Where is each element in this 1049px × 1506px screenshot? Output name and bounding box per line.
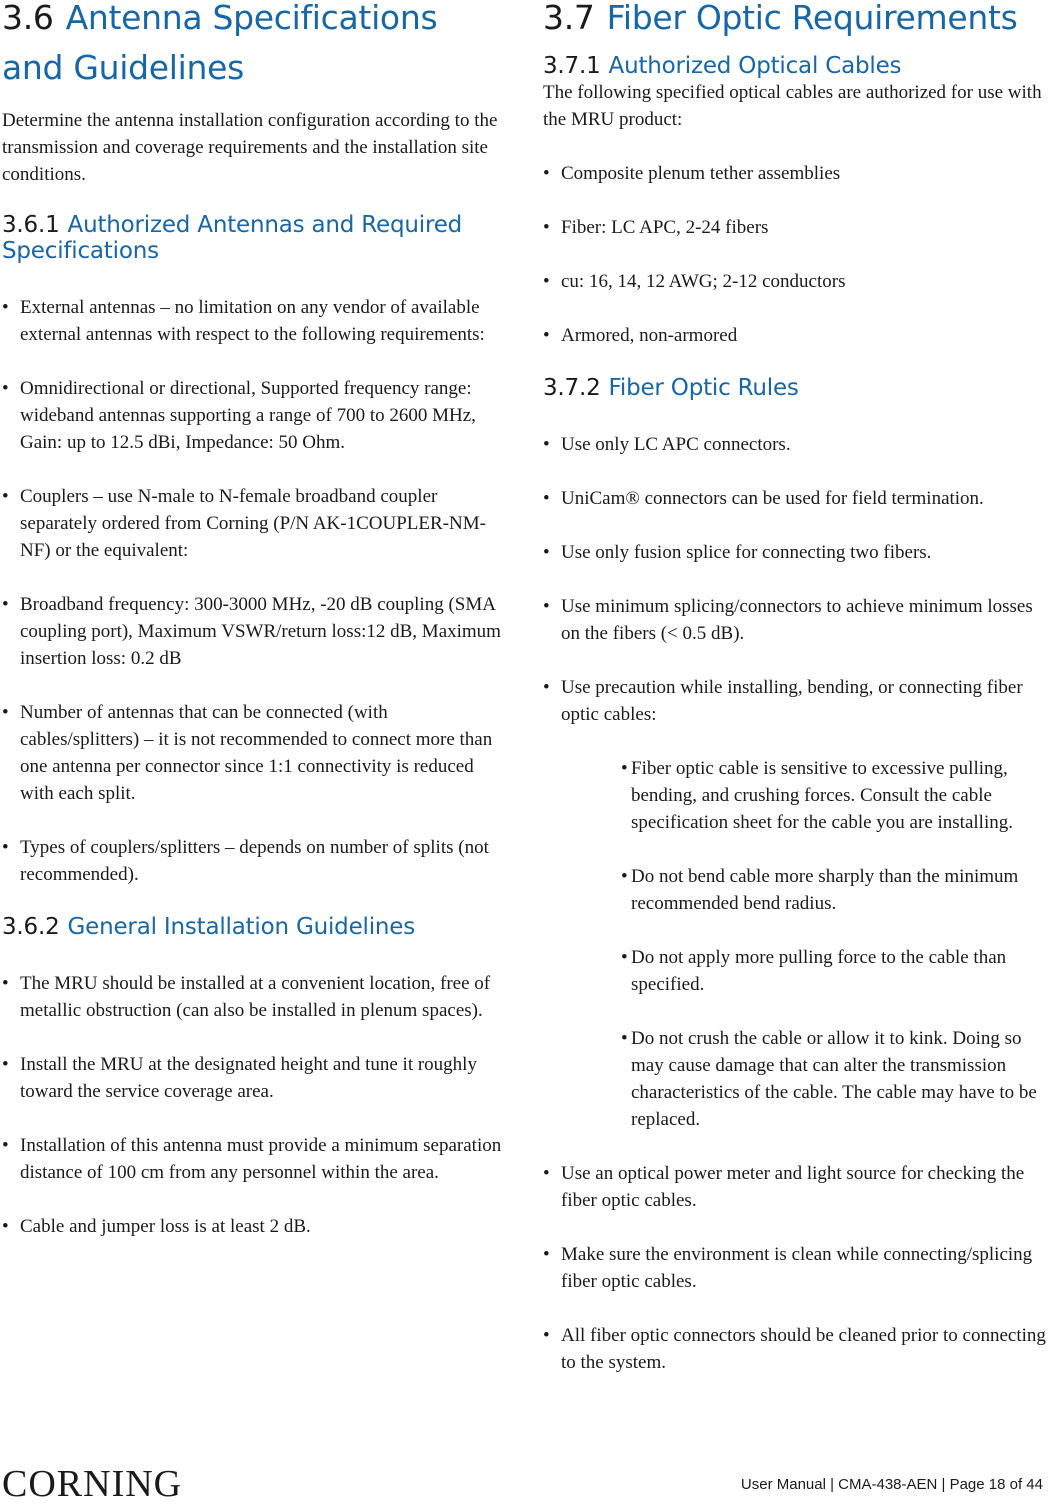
section-title: Authorized Antennas and Required Specifications — [2, 212, 463, 264]
section-number: 3.7.2 — [543, 375, 601, 401]
list-item: • Omnidirectional or directional, Supported frequency range: wideband antennas supporting a range of 700 to 2600 MHz, Gain: up to 12.5 dBi, Impedance: 50 Ohm. — [2, 375, 507, 456]
heading-3-7 — [543, 0, 1049, 43]
sub-list-item: • Do not bend cable more sharply than the minimum recommended bend radius. — [613, 863, 1049, 917]
fiber-rules-list — [543, 431, 1049, 728]
installation-guidelines-list — [2, 970, 507, 1240]
list-item: • Use only LC APC connectors. — [543, 431, 1049, 458]
list-item: • Armored, non-armored — [543, 322, 1049, 349]
section-intro: The following specified optical cables are authorized for use with the MRU product: — [543, 82, 1042, 130]
list-item: • Number of antennas that can be connected (with cables/splitters) – it is not recommended to connect more than one antenna per connector since 1:1 connectivity is reduced with each split. — [2, 699, 507, 807]
antenna-requirements-list — [2, 294, 507, 888]
list-item: • cu: 16, 14, 12 AWG; 2-12 conductors — [543, 268, 1049, 295]
list-item: • All fiber optic connectors should be cleaned prior to connecting to the system. — [543, 1322, 1049, 1376]
list-item: • Use minimum splicing/connectors to achieve minimum losses on the fibers (< 0.5 dB). — [543, 593, 1049, 647]
heading-3-7-1 — [543, 53, 1049, 79]
list-item: • Use an optical power meter and light source for checking the fiber optic cables. — [543, 1160, 1049, 1214]
section-title: Antenna Specifications and Guidelines — [2, 0, 438, 87]
list-item: • Types of couplers/splitters – depends on number of splits (not recommended). — [2, 834, 507, 888]
heading-3-6-2 — [2, 914, 507, 940]
list-item: • External antennas – no limitation on any vendor of available external antennas with respect to the following requirements: — [2, 294, 507, 348]
section-number: 3.7 — [543, 0, 595, 37]
list-item: • The MRU should be installed at a convenient location, free of metallic obstruction (can also be installed in plenum spaces). — [2, 970, 507, 1024]
list-item: • Fiber: LC APC, 2-24 fibers — [543, 214, 1049, 241]
sub-list-item: • Do not apply more pulling force to the cable than specified. — [613, 944, 1049, 998]
section-number: 3.6.2 — [2, 914, 60, 940]
section-number: 3.6 — [2, 0, 54, 37]
section-title: Authorized Optical Cables — [608, 53, 902, 79]
page-footer: User Manual | CMA-438-AEN | Page 18 of 44 — [740, 1476, 1043, 1493]
list-item: • Use precaution while installing, bending, or connecting fiber optic cables: — [543, 674, 1049, 728]
sub-list-item: • Do not crush the cable or allow it to kink. Doing so may cause damage that can alter the transmission characteristics of the cable. The cable may have to be replaced. — [613, 1025, 1049, 1133]
list-item: • Use only fusion splice for connecting two fibers. — [543, 539, 1049, 566]
heading-3-6-1 — [2, 212, 507, 264]
left-column — [2, 0, 507, 1267]
list-item: • Installation of this antenna must provide a minimum separation distance of 100 cm from any personnel within the area. — [2, 1132, 507, 1186]
list-item: • Cable and jumper loss is at least 2 dB. — [2, 1213, 507, 1240]
list-item: • Couplers – use N-male to N-female broadband coupler separately ordered from Corning (P/N AK-1COUPLER-NM-NF) or the equivalent: — [2, 483, 507, 564]
list-item: • Make sure the environment is clean while connecting/splicing fiber optic cables. — [543, 1241, 1049, 1295]
section-number: 3.7.1 — [543, 53, 601, 79]
list-item: • Composite plenum tether assemblies — [543, 160, 1049, 187]
fiber-rules-list-continued — [543, 1160, 1049, 1376]
section-title: General Installation Guidelines — [67, 914, 416, 940]
corning-logo: CORNING — [2, 1463, 183, 1505]
precautions-sublist — [543, 755, 1049, 1133]
section-title: Fiber Optic Rules — [608, 375, 799, 401]
optical-cables-list — [543, 160, 1049, 349]
heading-3-7-2 — [543, 375, 1049, 401]
section-title: Fiber Optic Requirements — [606, 0, 1018, 37]
sub-list-item: • Fiber optic cable is sensitive to excessive pulling, bending, and crushing forces. Consult the cable specification sheet for the cable you are installing. — [613, 755, 1049, 836]
list-item: • UniCam® connectors can be used for field termination. — [543, 485, 1049, 512]
list-item: • Broadband frequency: 300-3000 MHz, -20 dB coupling (SMA coupling port), Maximum VSWR/return loss:12 dB, Maximum insertion loss: 0.2 dB — [2, 591, 507, 672]
section-number: 3.6.1 — [2, 212, 60, 238]
heading-3-6 — [2, 0, 507, 93]
right-column — [543, 0, 1049, 1403]
section-intro: Determine the antenna installation configuration according to the transmission and coverage requirements and the installation site conditions. — [2, 110, 498, 185]
list-item: • Install the MRU at the designated height and tune it roughly toward the service coverage area. — [2, 1051, 507, 1105]
